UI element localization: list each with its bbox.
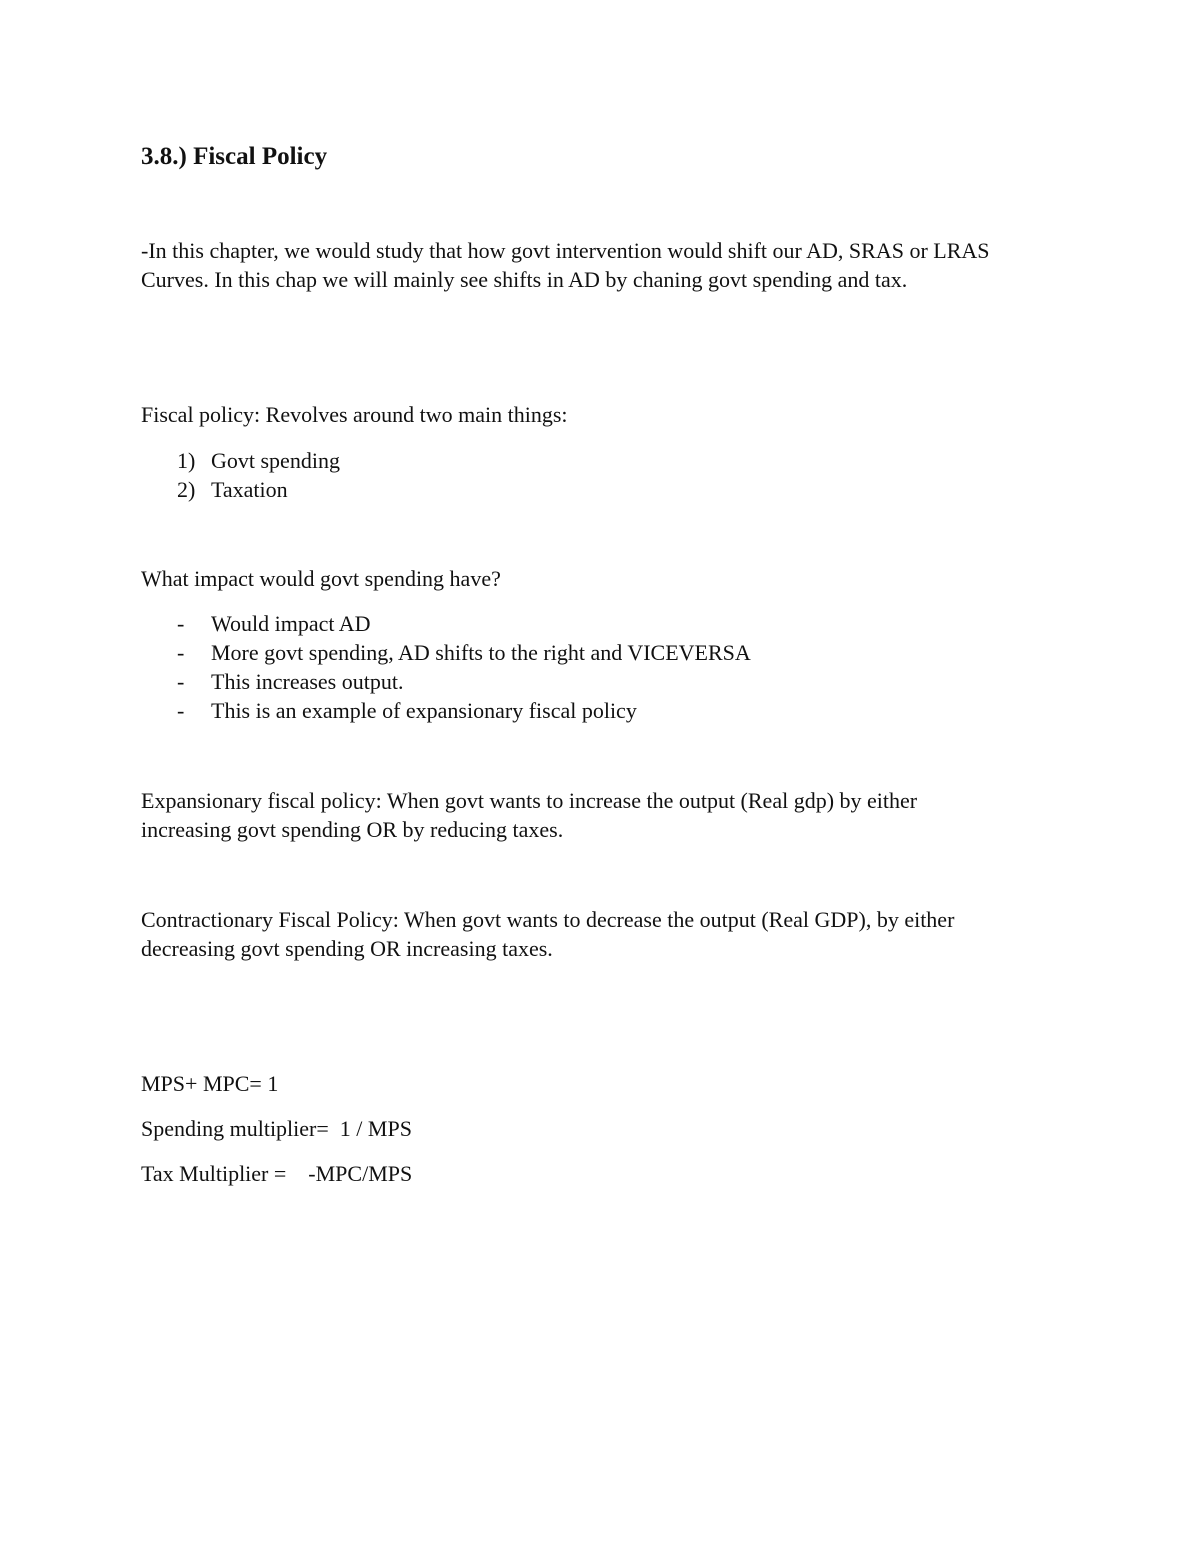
list-item bbox=[141, 638, 1041, 667]
fiscal-policy-heading bbox=[141, 400, 1071, 429]
intro-line-1: -In this chapter, we would study that how govt intervention would shift our AD, SRAS or LRAS bbox=[141, 238, 990, 263]
list-item-text: Govt spending bbox=[211, 448, 340, 473]
contractionary-line-1: Contractionary Fiscal Policy: When govt wants to decrease the output (Real GDP), by either bbox=[141, 907, 955, 932]
impact-heading-text: What impact would govt spending have? bbox=[141, 566, 501, 591]
expansionary-paragraph bbox=[141, 786, 1071, 844]
list-item bbox=[141, 446, 1041, 475]
fiscal-policy-heading-text: Fiscal policy: Revolves around two main things: bbox=[141, 402, 568, 427]
list-item-text: This increases output. bbox=[211, 669, 404, 694]
impact-heading bbox=[141, 564, 1071, 593]
contractionary-line-2: decreasing govt spending OR increasing taxes. bbox=[141, 936, 553, 961]
list-marker: 2) bbox=[177, 477, 196, 502]
intro-line-2: Curves. In this chap we will mainly see shifts in AD by chaning govt spending and tax. bbox=[141, 267, 908, 292]
list-marker: - bbox=[177, 611, 185, 636]
list-marker: - bbox=[177, 698, 185, 723]
expansionary-line-1: Expansionary fiscal policy: When govt wants to increase the output (Real gdp) by either bbox=[141, 788, 918, 813]
list-item bbox=[141, 696, 1041, 725]
list-marker: - bbox=[177, 669, 185, 694]
list-marker: - bbox=[177, 640, 185, 665]
list-item-text: This is an example of expansionary fiscal policy bbox=[211, 698, 637, 723]
list-item-text: More govt spending, AD shifts to the right and VICEVERSA bbox=[211, 640, 751, 665]
intro-paragraph bbox=[141, 236, 1071, 294]
formula-mps-mpc-text: MPS+ MPC= 1 bbox=[141, 1071, 279, 1096]
formula-tax-multiplier-text: Tax Multiplier = -MPC/MPS bbox=[141, 1161, 413, 1186]
list-item-text: Taxation bbox=[211, 477, 288, 502]
list-marker: 1) bbox=[177, 448, 196, 473]
formula-spending-multiplier-text: Spending multiplier= 1 / MPS bbox=[141, 1116, 412, 1141]
formula-spending-multiplier bbox=[141, 1114, 1071, 1143]
formula-mps-mpc bbox=[141, 1069, 1071, 1098]
fiscal-policy-list bbox=[141, 446, 1041, 504]
list-item bbox=[141, 609, 1041, 638]
impact-list bbox=[141, 609, 1041, 725]
list-item-text: Would impact AD bbox=[211, 611, 371, 636]
expansionary-line-2: increasing govt spending OR by reducing taxes. bbox=[141, 817, 564, 842]
formula-tax-multiplier bbox=[141, 1159, 1071, 1188]
page-title: 3.8.) Fiscal Policy bbox=[141, 143, 328, 170]
list-item bbox=[141, 667, 1041, 696]
contractionary-paragraph bbox=[141, 905, 1071, 963]
list-item bbox=[141, 475, 1041, 504]
